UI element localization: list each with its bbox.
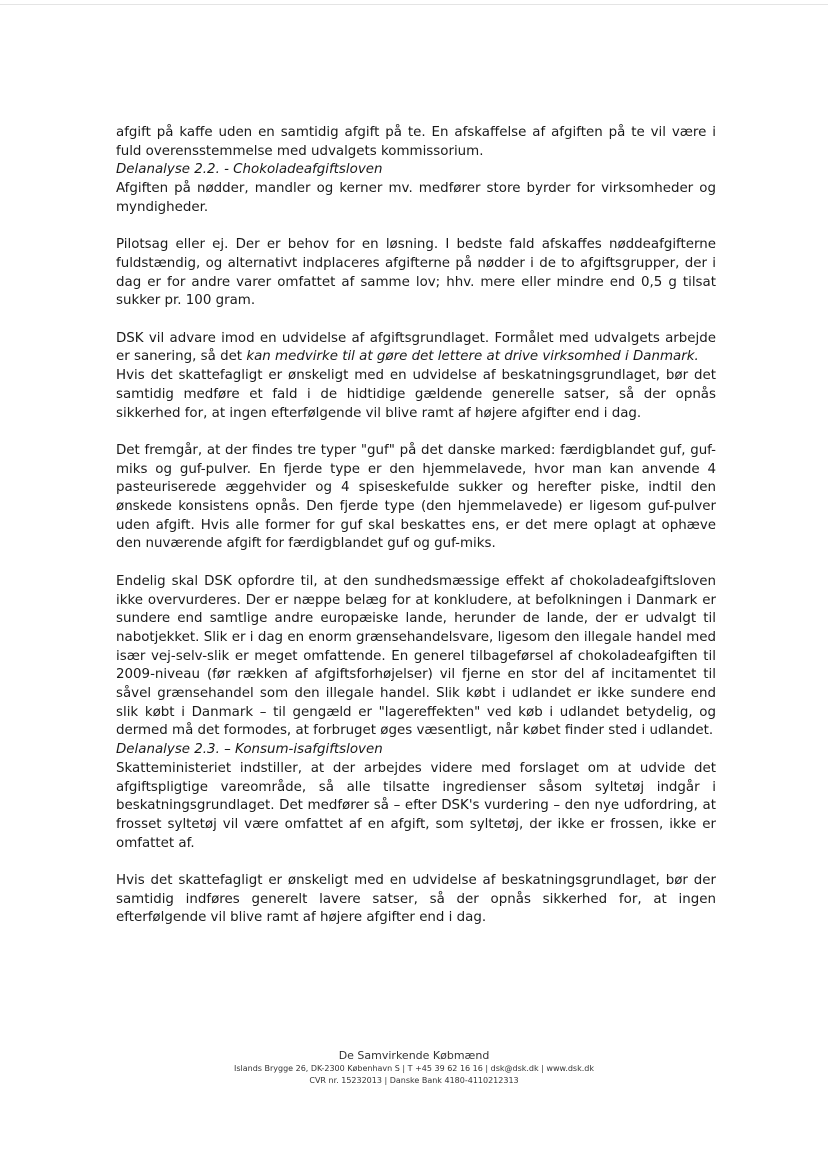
page-footer <box>0 1048 828 1087</box>
paragraph-guf-types: Det fremgår, at der findes tre typer "guf" på det danske marked: færdigblandet guf, guf-miks og guf-pulver. En fjerde type er den hjemmelavede, hvor man kan anvende 4 pasteuriserede æggehvider og 4 spiseskefulde sukker og herefter piske, indtil den ønskede konsistens opnås. Den fjerde type (den hjemmelavede) er ligesom guf-pulver uden afgift. Hvis alle former for guf skal beskattes ens, er det mere oplagt at ophæve den nuværende afgift for færdigblandet guf og guf-miks. <box>116 442 716 552</box>
paragraph-ice-cream-tax: Skatteministeriet indstiller, at der arbejdes videre med forslaget om at udvide det afgiftspligtige vareområde, så alle tilsatte ingredienser såsom syltetøj indgår i beskatningsgrundlaget. Det medfører så – efter DSK's vurdering – den nye udfordring, at frosset syltetøj vil være omfattet af en afgift, som syltetøj, der ikke er frossen, ikke er omfattet af. <box>116 760 716 851</box>
warning-text: DSK vil advare imod en udvidelse af afgiftsgrundlaget. Formålet med udvalgets arbejde er sanering, så det <box>116 330 716 365</box>
paragraph-nut-tax-burden: Afgiften på nødder, mandler og kerner mv. medfører store byrder for virksomheder og myndigheder. <box>116 181 716 215</box>
paragraph-general-rates: Hvis det skattefagligt er ønskeligt med en udvidelse af beskatningsgrundlaget, bør det samtidig medføre et fald i de hidtidige gældende generelle satser, så der opnås sikkerhed for, at ingen efterfølgende vil blive ramt af højere afgifter end i dag. <box>116 368 716 421</box>
footer-organization-name: De Samvirkende Købmænd <box>338 1049 490 1062</box>
paragraph-pilot-case: Pilotsag eller ej. Der er behov for en løsning. I bedste fald afskaffes nøddeafgifterne fuldstændig, og alternativt indplaceres afgifterne på nødder i de to afgiftsgrupper, der i dag er for andre varer omfattet af samme lov; hhv. mere eller mindre end 0,5 g tilsat sukker pr. 100 gram. <box>116 237 716 309</box>
document-body <box>116 124 716 928</box>
paragraph-lower-rates: Hvis det skattefagligt er ønskeligt med en udvidelse af beskatningsgrundlaget, bør der samtidig indføres generelt lavere satser, så der opnås sikkerhed for, at ingen efterfølgende vil blive ramt af højere afgifter end i dag. <box>116 873 716 926</box>
paragraph-warning-tax-base <box>116 330 716 367</box>
paragraph-continued: afgift på kaffe uden en samtidig afgift på te. En afskaffelse af afgiften på te vil være i fuld overensstemmelse med udvalgets kommissorium. <box>116 125 716 159</box>
page-edge-rule <box>0 4 828 5</box>
warning-emphasis: kan medvirke til at gøre det lettere at drive virksomhed i Danmark. <box>246 349 699 365</box>
paragraph-health-effect: Endelig skal DSK opfordre til, at den sundhedsmæssige effekt af chokoladeafgiftsloven ikke overvurderes. Der er næppe belæg for at konkludere, at befolkningen i Danmark er sundere end samtlige andre europæiske lande, herunder de lande, der er udvalgt til nabotjekket. Slik er i dag en enorm grænsehandelsvare, ligesom den illegale handel med især vej-selv-slik er meget omfattende. En generel tilbageførsel af chokoladeafgiften til 2009-niveau (før rækken af afgiftsforhøjelser) vil fjerne en stor del af incitamentet til såvel grænsehandel som den illegale handel. Slik købt i udlandet er ikke sundere end slik købt i Danmark – til gengæld er "lagereffekten" ved køb i udlandet betydelig, og dermed må det formodes, at forbruget øges væsentligt, når købet finder sted i udlandet. <box>116 573 716 739</box>
section-heading-2-3: Delanalyse 2.3. – Konsum-isafgiftsloven <box>116 742 383 758</box>
footer-registry-line: CVR nr. 15232013 | Danske Bank 4180-4110212313 <box>309 1076 519 1085</box>
footer-address-line: Islands Brygge 26, DK-2300 København S | T +45 39 62 16 16 | dsk@dsk.dk | www.dsk.dk <box>233 1064 594 1073</box>
section-heading-2-2: Delanalyse 2.2. - Chokoladeafgiftsloven <box>116 162 383 178</box>
